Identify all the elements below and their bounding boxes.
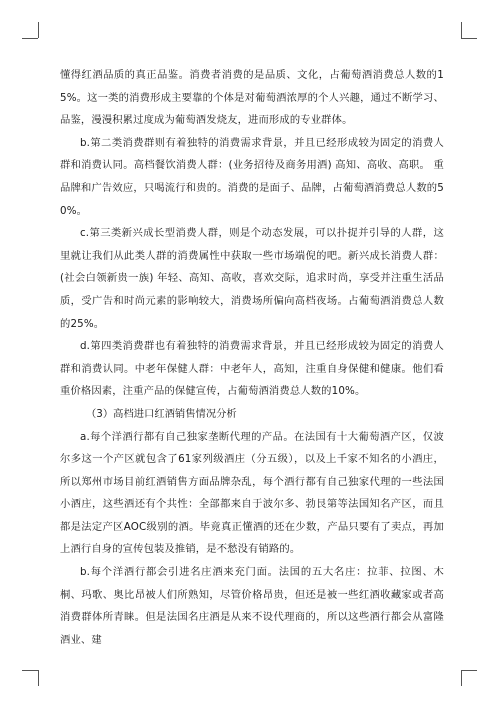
paragraph-continuation: 懂得红酒品质的真正品鉴。消费者消费的是品质、文化，占葡萄酒消费总人数的15%。这一类的消费形成主要靠的个体是对葡萄酒浓厚的个人兴趣，通过不断学习、品鉴，漫漫积累过度成为葡萄酒发烧友，进而形成的专业群体。 [60, 69, 444, 127]
crop-mark-bottom-right [461, 670, 477, 671]
crop-mark-top-left-vertical [38, 22, 39, 38]
paragraph-sales-analysis-a: a.每个洋酒行都有自己独家垄断代理的产品。在法国有十大葡萄酒产区，仅波尔多这一个产区就包含了61家列级酒庄（分五级），以及上千家不知名的小酒庄，所以郑州市场目前红酒销售方面品牌杂乱，每个酒行都有自己独家代理的一些法国小酒庄，这些酒还有个共性：全部都来自于波尔多、勃艮第等法国知名产区，而且都是法定产区AOC级别的酒。毕竟真正懂酒的还在少数，产品只要有了卖点，再加上酒行自身的宣传包装及推销，是不愁没有销路的。 [60, 430, 444, 556]
crop-mark-bottom-right-vertical [461, 670, 462, 686]
crop-mark-top-right-vertical [461, 22, 462, 38]
section-heading: （3）高档进口红酒销售情况分析 [86, 407, 237, 420]
crop-mark-bottom-left [22, 670, 38, 671]
paragraph-consumer-group-c: c.第三类新兴成长型消费人群，则是个动态发展，可以扑捉并引导的人群，这里就让我们从此类人群的消费属性中获取一些市场端倪的吧。新兴成长消费人群：(社会白领新贵一族) 年轻、高知、高收，喜欢交际，追求时尚，享受并注重生活品质，受广告和时尚元素的影响较大，消费场所偏向高档夜场。占葡萄酒消费总人数的25%。 [60, 227, 444, 330]
crop-mark-bottom-left-vertical [38, 670, 39, 686]
crop-mark-top-left [22, 38, 38, 39]
document-body [60, 64, 444, 651]
paragraph-sales-analysis-b: b.每个洋酒行都会引进名庄酒来充门面。法国的五大名庄：拉菲、拉图、木桐、玛歌、奥比昂被人们所熟知，尽管价格昂贵，但还是被一些红酒收藏家或者高消费群体所青睐。但是法国名庄酒是从来不设代理商的，所以这些酒行都会从富隆酒业、建 [60, 566, 444, 646]
crop-mark-top-right [461, 38, 477, 39]
paragraph-consumer-group-d: d.第四类消费群也有着独特的消费需求背景，并且已经形成较为固定的消费人群和消费认同。中老年保健人群：中老年人，高知，注重自身保健和健康。他们看重价格因素，注重产品的保健宣传，占葡萄酒消费总人数的10%。 [60, 340, 444, 398]
paragraph-consumer-group-b: b.第二类消费群则有着独特的消费需求背景，并且已经形成较为固定的消费人群和消费认同。高档餐饮消费人群：(业务招待及商务用酒) 高知、高收、高职。 重品牌和广告效应，只喝流行和贵的。消费的是面子、品牌，占葡萄酒消费总人数的50%。 [60, 136, 444, 217]
